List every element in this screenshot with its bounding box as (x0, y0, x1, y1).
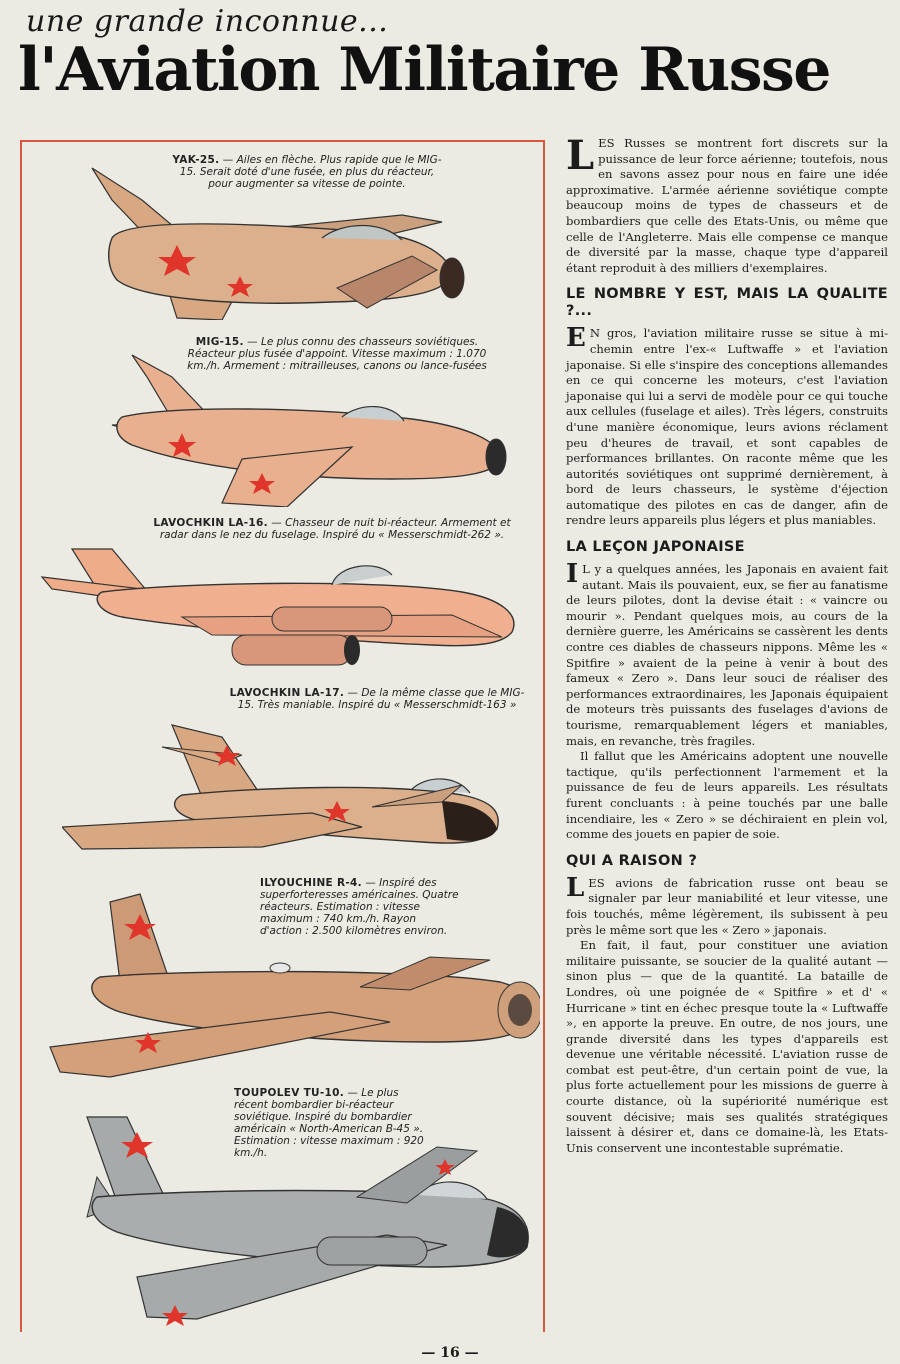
section3-paragraph-a: LES avions de fabrication russe ont beau se signaler par leur maniabilité et leur vitesse, une fois touchés, même légèrement, ils subissent à peu près le même sort que les « Zero » japonais. (566, 872, 888, 937)
section2-paragraph-a: I L y a quelques années, les Japonais en avaient fait autant. Mais ils pouvaient, eux, se fier au fanatisme de leurs pilotes, dont la devise était : « vaincre ou mourir ». Pendant quelques mois, au cours de la dernière guerre, les Américains se cassèrent les dents contre ces diables de chasseurs nippons. Même les « Spitfire » avaient de la peine à venir à bout des fameux « Zero ». Dans leur souci de réaliser des performances extraordinaires, les Japonais équipaient de moteurs très puissants des fuselages d'avions de tourisme, remarquablement légers et maniables, mais, en revanche, très fragiles. (566, 559, 888, 748)
caption-r-4: ILYOUCHINE R-4. — Inspiré des superforteresses américaines. Quatre réacteurs. Estimation : vitesse maximum : 740 km./h. Rayon d'action : 2.500 kilomètres environ. (260, 877, 459, 937)
page-title: l'Aviation Militaire Russe (18, 35, 830, 105)
caption-la-17: LAVOCHKIN LA-17. — De la même classe que le MIG-15. Très maniable. Inspiré du « Messerschmidt-163 » (229, 687, 525, 711)
caption-mig-15: MIG-15. — Le plus connu des chasseurs soviétiques. Réacteur plus fusée d'appoint. Vitesse maximum : 1.070 km./h. Armement : mitrailleuses, canons ou lance-fusées (187, 336, 487, 372)
caption-tu-10: TOUPOLEV TU-10. — Le plus récent bombardier bi-réacteur soviétique. Inspiré du bombardier américain « North-American B-45 ». Estimation : vitesse maximum : 920 km./h. (234, 1087, 424, 1159)
la-17-illustration (62, 717, 512, 877)
heading-raison: QUI A RAISON ? (566, 852, 698, 869)
yak-25-illustration (82, 160, 482, 320)
kicker: une grande inconnue... (26, 4, 389, 39)
section2-paragraph-b: Il fallut que les Américains adoptent une nouvelle tactique, qu'ils perfectionnent l'armement et la puissance de feu de leurs appareils. Les résultats furent concluants : à peine touchés par une balle incendiaire, les « Zero » se déchiraient en plein vol, comme des jouets en papier de soie. (566, 749, 888, 842)
dropcap-intro: L (566, 132, 595, 179)
section1-paragraph: E N gros, l'aviation militaire russe se situe à mi-chemin entre l'ex-« Luftwaffe » et l'aviation japonaise. Si elle s'inspire des conceptions allemandes en ce qui concerne les moteurs, c'est l'aviation japonaise qui lui a servi de modèle pour ce qui touche aux cellules (fuselage et ailes). Très légers, construits d'une manière économique, leurs avions réclament peu d'heures de travail, et sont capables de performances brillantes. On raconte même que les autorités soviétiques ont supprimé dernièrement, à bord de leurs chasseurs, le système d'éjection automatique des pilotes en cas de danger, afin de rendre leurs appareils plus légers et plus maniables. (566, 323, 888, 528)
article-column (566, 132, 888, 1156)
dropcap-s1: E (566, 323, 586, 354)
heading-lecon: LA LEÇON JAPONAISE (566, 539, 745, 556)
page-number: — 16 — (421, 1345, 479, 1361)
dropcap-s3: L (566, 872, 585, 903)
caption-yak-25: YAK-25. — Ailes en flèche. Plus rapide que le MIG-15. Serait doté d'une fusée, en plus du réacteur, pour augmenter sa vitesse de pointe. (172, 154, 442, 190)
heading-nombre: LE NOMBRE Y EST, MAIS LA QUALITE ?... (566, 286, 888, 320)
la-16-illustration (32, 537, 532, 687)
dropcap-s2: I (566, 559, 579, 590)
tu-10-illustration (57, 1107, 537, 1327)
mig-15-illustration (92, 347, 512, 507)
illustration-panel (20, 140, 545, 1332)
caption-la-16: LAVOCHKIN LA-16. — Chasseur de nuit bi-réacteur. Armement et radar dans le nez du fuselage. Inspiré du « Messerschmidt-262 ». (153, 517, 511, 541)
intro-paragraph: LES Russes se montrent fort discrets sur la puissance de leur force aérienne; toutefois, nous en savons assez pour nous en faire une idée approximative. L'armée aérienne soviétique compte beaucoup moins de types de chasseurs et de bombardiers que celle des Etats-Unis, ou même que celle de l'Angleterre. Mais elle compense ce manque de diversité par la masse, chaque type d'appareil étant reproduit à des milliers d'exemplaires. (566, 132, 888, 275)
section3-paragraph-b: En fait, il faut, pour constituer une aviation militaire puissante, se soucier de la qualité autant — sinon plus — que de la quantité. La bataille de Londres, où une poignée de « Spitfire » et d' « Hurricane » tint en échec presque toute la « Luftwaffe », en apporte la preuve. En outre, de nos jours, une grande diversité dans les types d'appareils est devenue une véritable nécessité. L'aviation russe de combat est peut-être, d'un certain point de vue, la plus forte actuellement pour les missions de guerre à courte distance, où la supériorité numérique est souvent décisive; mais ses qualités stratégiques laissent à désirer et, dans ce domaine-là, les Etats-Unis conservent une incontestable suprématie. (566, 938, 888, 1155)
r-4-illustration (30, 882, 540, 1082)
